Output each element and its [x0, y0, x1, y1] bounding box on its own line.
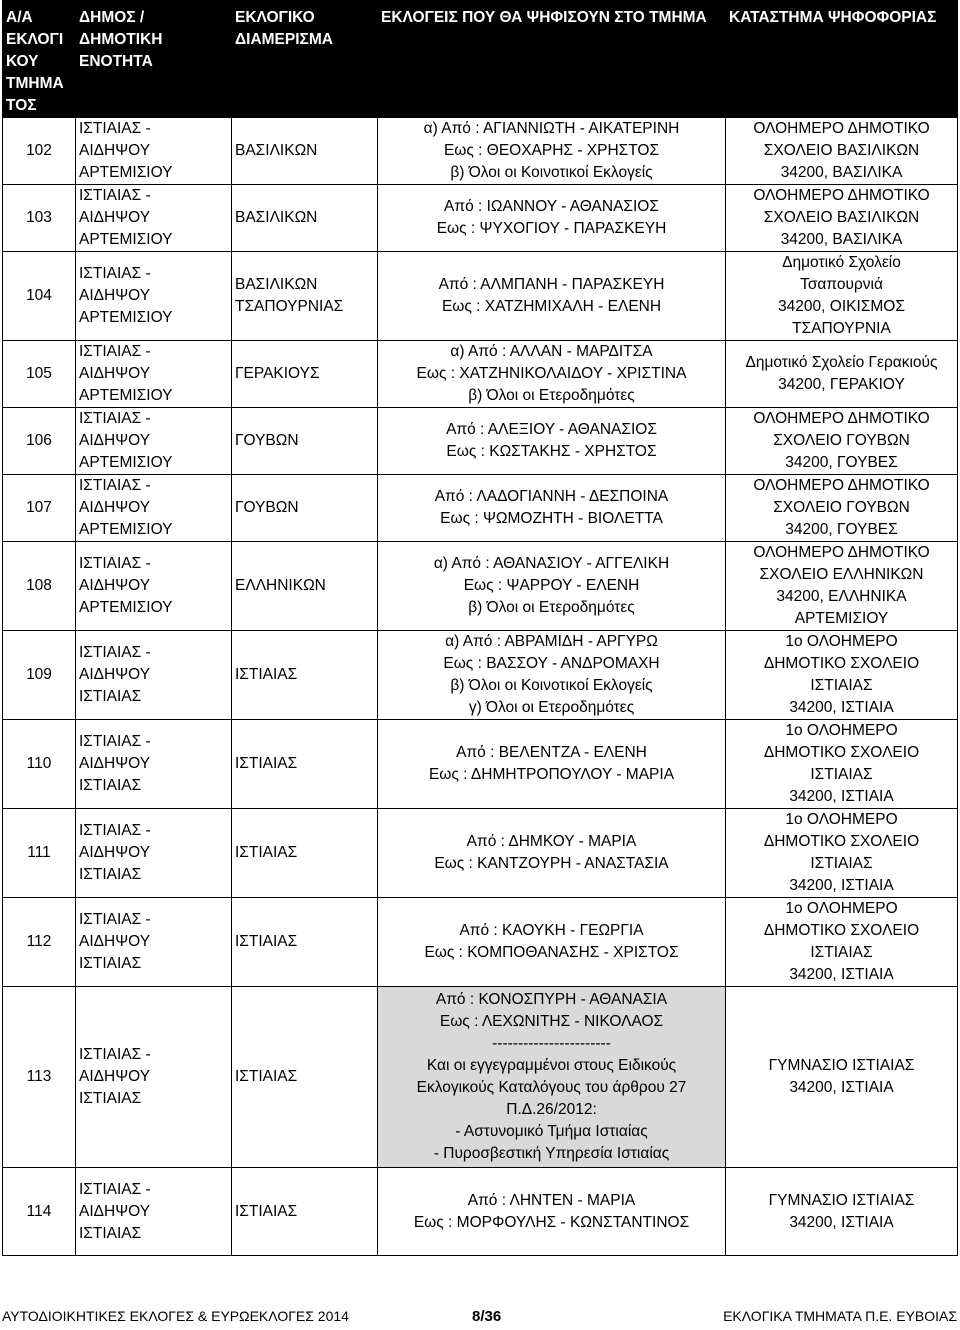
district-cell	[232, 1168, 378, 1256]
table-row	[3, 118, 958, 185]
district-cell-line: ΓΟΥΒΩΝ	[235, 432, 299, 449]
voters-cell-line: Εως : ΨΥΧΟΓΙΟΥ - ΠΑΡΑΣΚΕΥΗ	[436, 220, 667, 237]
polling-station-cell	[726, 720, 958, 809]
district-cell-line: ΙΣΤΙΑΙΑΣ	[235, 1202, 298, 1220]
voters-cell-line: Από : ΔΗΜΚΟΥ - ΜΑΡΙΑ	[466, 833, 637, 850]
voters-cell-line: α) Από : ΑΓΙΑΝΝΙΩΤΗ - ΑΙΚΑΤΕΡΙΝΗ	[423, 120, 680, 137]
voters-cell-line: Από : ΑΛΜΠΑΝΗ - ΠΑΡΑΣΚΕΥΗ	[438, 276, 665, 293]
voters-cell-line: Από : ΚΟΝΟΣΠΥΡΗ - ΑΘΑΝΑΣΙΑ	[435, 991, 668, 1008]
voters-cell	[378, 408, 726, 475]
polling-station-cell-line: Δημοτικό Σχολείο Γερακιούς	[745, 354, 938, 371]
footer-section-title: ΕΚΛΟΓΙΚΑ ΤΜΗΜΑΤΑ Π.Ε. ΕΥΒΟΙΑΣ	[723, 1308, 957, 1324]
table-row	[3, 898, 958, 987]
polling-sections-table	[2, 0, 958, 1256]
polling-station-cell-line: 34200, ΓΕΡΑΚΙΟΥ	[778, 376, 905, 393]
voters-cell-line: Από : ΚΑΟΥΚΗ - ΓΕΩΡΓΙΑ	[459, 922, 644, 939]
polling-station-cell-line: 34200, ΟΙΚΙΣΜΟΣ	[778, 298, 905, 315]
municipality-cell-line: ΙΣΤΙΑΙΑΣ -	[79, 343, 151, 360]
municipality-cell	[76, 1168, 232, 1256]
polling-station-cell-line: 34200, ΓΟΥΒΕΣ	[785, 454, 898, 471]
municipality-cell-line: ΑΙΔΗΨΟΥ	[79, 365, 151, 382]
municipality-cell-line: ΑΙΔΗΨΟΥ	[79, 499, 151, 516]
district-cell	[232, 987, 378, 1168]
municipality-cell-line: ΑΙΔΗΨΟΥ	[79, 844, 151, 861]
municipality-cell	[76, 475, 232, 542]
polling-station-cell	[726, 542, 958, 631]
district-cell-line: ΙΣΤΙΑΙΑΣ	[235, 1068, 298, 1085]
polling-station-cell	[726, 898, 958, 987]
voters-cell-line: Εως : ΨΩΜΟΖΗΤΗ - ΒΙΟΛΕΤΤΑ	[440, 510, 663, 527]
polling-station-cell	[726, 408, 958, 475]
table-row	[3, 408, 958, 475]
table-row	[3, 542, 958, 631]
municipality-cell	[76, 631, 232, 720]
district-cell-line: ΓΟΥΒΩΝ	[235, 499, 299, 516]
municipality-cell	[76, 987, 232, 1168]
district-cell	[232, 341, 378, 408]
polling-station-cell	[726, 252, 958, 341]
municipality-cell-line: ΙΣΤΙΑΙΑΣ	[79, 1090, 142, 1107]
voters-cell-line: β) Όλοι οι Κοινοτικοί Εκλογείς	[450, 677, 653, 694]
polling-station-cell	[726, 118, 958, 185]
municipality-cell-line: ΙΣΤΙΑΙΑΣ -	[79, 477, 151, 494]
polling-station-cell-line: 1ο ΟΛΟΗΜΕΡΟ	[785, 633, 898, 650]
polling-station-cell-line: 1ο ΟΛΟΗΜΕΡΟ	[785, 811, 898, 828]
municipality-cell-line: ΙΣΤΙΑΙΑΣ	[79, 777, 142, 794]
voters-cell-line: Εως : ΧΑΤΖΗΜΙΧΑΛΗ - ΕΛΕΝΗ	[441, 298, 662, 315]
municipality-cell-line: ΙΣΤΙΑΙΑΣ -	[79, 1046, 151, 1063]
section-number: 109	[3, 631, 76, 720]
district-cell	[232, 898, 378, 987]
section-number: 113	[3, 987, 76, 1168]
header-section-number: Α/Α ΕΚΛΟΓΙ ΚΟΥ ΤΜΗΜΑ ΤΟΣ	[3, 1, 76, 118]
polling-station-cell-line: ΔΗΜΟΤΙΚΟ ΣΧΟΛΕΙΟ	[763, 655, 920, 672]
municipality-cell-line: ΑΙΔΗΨΟΥ	[79, 209, 151, 226]
polling-station-cell-line: ΟΛΟΗΜΕΡΟ ΔΗΜΟΤΙΚΟ	[753, 410, 930, 427]
municipality-cell	[76, 408, 232, 475]
municipality-cell	[76, 118, 232, 185]
voters-cell	[378, 1168, 726, 1256]
municipality-cell	[76, 341, 232, 408]
voters-cell-line: Εως : ΒΑΣΣΟΥ - ΑΝΔΡΟΜΑΧΗ	[443, 655, 660, 672]
polling-station-cell-line: ΙΣΤΙΑΙΑΣ	[810, 766, 873, 783]
voters-cell-line: Από : ΑΛΕΞΙΟΥ - ΑΘΑΝΑΣΙΟΣ	[446, 421, 657, 438]
polling-station-cell-line: 34200, ΙΣΤΙΑΙΑ	[789, 877, 894, 894]
municipality-cell-line: ΑΡΤΕΜΙΣΙΟΥ	[79, 521, 173, 538]
polling-station-cell	[726, 809, 958, 898]
voters-cell	[378, 252, 726, 341]
voters-cell-line: Εως : ΔΗΜΗΤΡΟΠΟΥΛΟΥ - ΜΑΡΙΑ	[428, 766, 675, 783]
voters-cell	[378, 475, 726, 542]
polling-station-cell-line: ΣΧΟΛΕΙΟ ΓΟΥΒΩΝ	[773, 499, 910, 516]
municipality-cell-line: ΙΣΤΙΑΙΑΣ -	[79, 644, 151, 661]
header-polling-station: ΚΑΤΑΣΤΗΜΑ ΨΗΦΟΦΟΡΙΑΣ	[726, 1, 958, 118]
polling-station-cell-line: Δημοτικό Σχολείο	[782, 254, 901, 271]
polling-station-cell-line: ΟΛΟΗΜΕΡΟ ΔΗΜΟΤΙΚΟ	[753, 120, 930, 137]
polling-station-cell-line: 34200, ΙΣΤΙΑΙΑ	[789, 699, 894, 716]
polling-station-cell-line: ΓΥΜΝΑΣΙΟ ΙΣΤΙΑΙΑΣ	[768, 1057, 915, 1074]
municipality-cell-line: ΑΙΔΗΨΟΥ	[79, 666, 151, 683]
section-number: 111	[3, 809, 76, 898]
voters-cell	[378, 898, 726, 987]
municipality-cell-line: ΙΣΤΙΑΙΑΣ -	[79, 410, 151, 427]
voters-cell-line: β) Όλοι οι Κοινοτικοί Εκλογείς	[450, 164, 653, 181]
section-number: 108	[3, 542, 76, 631]
voters-cell-line: Εως : ΨΑΡΡΟΥ - ΕΛΕΝΗ	[463, 577, 640, 594]
district-cell-line: ΙΣΤΙΑΙΑΣ	[235, 755, 298, 772]
voters-cell-line: - Αστυνομικό Τμήμα Ιστιαίας	[455, 1123, 648, 1140]
table-row	[3, 475, 958, 542]
polling-station-cell-line: 1ο ΟΛΟΗΜΕΡΟ	[785, 900, 898, 917]
voters-cell	[378, 720, 726, 809]
voters-cell	[378, 809, 726, 898]
table-row	[3, 252, 958, 341]
table-row	[3, 185, 958, 252]
polling-station-cell-line: 1ο ΟΛΟΗΜΕΡΟ	[785, 722, 898, 739]
district-cell-line: ΒΑΣΙΛΙΚΩΝ	[235, 276, 318, 293]
voters-cell	[378, 118, 726, 185]
municipality-cell	[76, 720, 232, 809]
section-number: 104	[3, 252, 76, 341]
table-header-row	[3, 1, 958, 118]
voters-cell	[378, 542, 726, 631]
polling-station-cell-line: 34200, ΙΣΤΙΑΙΑ	[789, 1213, 894, 1231]
district-cell-line: ΕΛΛΗΝΙΚΩΝ	[235, 577, 326, 594]
table-row	[3, 631, 958, 720]
table-row	[3, 341, 958, 408]
voters-cell-line: Από : ΛΑΔΟΓΙΑΝΝΗ - ΔΕΣΠΟΙΝΑ	[434, 488, 669, 505]
municipality-cell-line: ΑΡΤΕΜΙΣΙΟΥ	[79, 454, 173, 471]
header-municipality: ΔΗΜΟΣ / ΔΗΜΟΤΙΚΗ ΕΝΟΤΗΤΑ	[76, 1, 232, 118]
voters-cell-line: Εως : ΛΕΧΩΝΙΤΗΣ - ΝΙΚΟΛΑΟΣ	[439, 1013, 664, 1030]
polling-station-cell	[726, 341, 958, 408]
section-number: 106	[3, 408, 76, 475]
municipality-cell-line: ΑΡΤΕΜΙΣΙΟΥ	[79, 387, 173, 404]
district-cell	[232, 809, 378, 898]
polling-station-cell-line: ΣΧΟΛΕΙΟ ΒΑΣΙΛΙΚΩΝ	[763, 209, 920, 226]
header-voters: ΕΚΛΟΓΕΙΣ ΠΟΥ ΘΑ ΨΗΦΙΣΟΥΝ ΣΤΟ ΤΜΗΜΑ	[378, 1, 726, 118]
polling-station-cell-line: 34200, ΙΣΤΙΑΙΑ	[789, 1079, 894, 1096]
polling-station-cell	[726, 475, 958, 542]
voters-cell-line: Εως : ΜΟΡΦΟΥΛΗΣ - ΚΩΝΣΤΑΝΤΙΝΟΣ	[413, 1213, 690, 1231]
voters-cell-line: β) Όλοι οι Ετεροδημότες	[468, 599, 635, 616]
district-cell-line: ΒΑΣΙΛΙΚΩΝ	[235, 209, 318, 226]
table-row	[3, 809, 958, 898]
polling-station-cell-line: ΟΛΟΗΜΕΡΟ ΔΗΜΟΤΙΚΟ	[753, 187, 930, 204]
polling-station-cell-line: ΔΗΜΟΤΙΚΟ ΣΧΟΛΕΙΟ	[763, 744, 920, 761]
voters-cell-line: Εως : ΚΩΣΤΑΚΗΣ - ΧΡΗΣΤΟΣ	[446, 443, 657, 460]
voters-cell-line: α) Από : ΑΛΛΑΝ - ΜΑΡΔΙΤΣΑ	[450, 343, 653, 360]
municipality-cell-line: ΙΣΤΙΑΙΑΣ -	[79, 187, 151, 204]
polling-station-cell-line: 34200, ΒΑΣΙΛΙΚΑ	[780, 231, 903, 248]
municipality-cell-line: ΑΙΔΗΨΟΥ	[79, 432, 151, 449]
voters-cell-line: β) Όλοι οι Ετεροδημότες	[468, 387, 635, 404]
voters-cell-line: Εως : ΚΑΝΤΖΟΥΡΗ - ΑΝΑΣΤΑΣΙΑ	[434, 855, 669, 872]
municipality-cell-line: ΙΣΤΙΑΙΑΣ	[79, 955, 142, 972]
municipality-cell-line: ΑΡΤΕΜΙΣΙΟΥ	[79, 309, 173, 326]
polling-station-cell	[726, 185, 958, 252]
municipality-cell-line: ΙΣΤΙΑΙΑΣ -	[79, 120, 151, 137]
municipality-cell-line: ΙΣΤΙΑΙΑΣ	[79, 866, 142, 883]
polling-station-cell-line: ΣΧΟΛΕΙΟ ΕΛΛΗΝΙΚΩΝ	[759, 566, 924, 583]
district-cell	[232, 475, 378, 542]
polling-station-cell-line: ΙΣΤΙΑΙΑΣ	[810, 944, 873, 961]
section-number: 110	[3, 720, 76, 809]
polling-station-cell-line: ΣΧΟΛΕΙΟ ΓΟΥΒΩΝ	[773, 432, 910, 449]
district-cell	[232, 542, 378, 631]
header-electoral-district: ΕΚΛΟΓΙΚΟ ΔΙΑΜΕΡΙΣΜΑ	[232, 1, 378, 118]
voters-cell-line: Από : ΙΩΑΝΝΟΥ - ΑΘΑΝΑΣΙΟΣ	[444, 198, 659, 215]
municipality-cell	[76, 185, 232, 252]
voters-cell-line: Εως : ΧΑΤΖΗΝΙΚΟΛΑΙΔΟΥ - ΧΡΙΣΤΙΝΑ	[416, 365, 687, 382]
polling-station-cell-line: ΓΥΜΝΑΣΙΟ ΙΣΤΙΑΙΑΣ	[768, 1191, 915, 1209]
municipality-cell-line: ΑΙΔΗΨΟΥ	[79, 755, 151, 772]
polling-station-cell	[726, 1168, 958, 1256]
polling-station-cell	[726, 631, 958, 720]
voters-cell-line: α) Από : ΑΒΡΑΜΙΔΗ - ΑΡΓΥΡΩ	[445, 633, 658, 650]
district-cell-line: ΓΕΡΑΚΙΟΥΣ	[235, 365, 320, 382]
polling-station-cell-line: ΟΛΟΗΜΕΡΟ ΔΗΜΟΤΙΚΟ	[753, 477, 930, 494]
municipality-cell-line: ΙΣΤΙΑΙΑΣ -	[79, 733, 151, 750]
municipality-cell-line: ΙΣΤΙΑΙΑΣ -	[79, 822, 151, 839]
municipality-cell-line: ΑΙΔΗΨΟΥ	[79, 1202, 151, 1220]
voters-cell-line: - Πυροσβεστική Υπηρεσία Ιστιαίας	[433, 1145, 670, 1162]
district-cell	[232, 720, 378, 809]
district-cell	[232, 185, 378, 252]
district-cell-line: ΙΣΤΙΑΙΑΣ	[235, 844, 298, 861]
section-number: 112	[3, 898, 76, 987]
polling-station-cell-line: ΣΧΟΛΕΙΟ ΒΑΣΙΛΙΚΩΝ	[763, 142, 920, 159]
municipality-cell-line: ΙΣΤΙΑΙΑΣ -	[79, 265, 151, 282]
voters-cell	[378, 987, 726, 1168]
municipality-cell-line: ΙΣΤΙΑΙΑΣ	[79, 688, 142, 705]
municipality-cell-line: ΑΙΔΗΨΟΥ	[79, 933, 151, 950]
district-cell	[232, 408, 378, 475]
municipality-cell	[76, 898, 232, 987]
polling-station-cell-line: ΔΗΜΟΤΙΚΟ ΣΧΟΛΕΙΟ	[763, 833, 920, 850]
footer-page-number: 8/36	[472, 1307, 502, 1325]
polling-station-cell-line: ΙΣΤΙΑΙΑΣ	[810, 677, 873, 694]
section-number: 114	[3, 1168, 76, 1256]
municipality-cell-line: ΙΣΤΙΑΙΑΣ -	[79, 555, 151, 572]
district-cell-line: ΒΑΣΙΛΙΚΩΝ	[235, 142, 318, 159]
municipality-cell-line: ΙΣΤΙΑΙΑΣ -	[79, 911, 151, 928]
highlighted-block	[378, 987, 725, 1167]
polling-station-cell-line: ΤΣΑΠΟΥΡΝΙΑ	[792, 320, 891, 337]
municipality-cell-line: ΙΣΤΙΑΙΑΣ -	[79, 1180, 151, 1198]
district-cell-line: ΤΣΑΠΟΥΡΝΙΑΣ	[235, 298, 344, 315]
section-number: 105	[3, 341, 76, 408]
polling-station-cell-line: ΑΡΤΕΜΙΣΙΟΥ	[794, 610, 889, 627]
municipality-cell-line: ΑΡΤΕΜΙΣΙΟΥ	[79, 231, 173, 248]
footer-election-title: ΑΥΤΟΔΙΟΙΚΗΤΙΚΕΣ ΕΚΛΟΓΕΣ & ΕΥΡΩΕΚΛΟΓΕΣ 2014	[2, 1308, 349, 1324]
voters-cell	[378, 631, 726, 720]
polling-station-cell-line: ΙΣΤΙΑΙΑΣ	[810, 855, 873, 872]
section-number: 107	[3, 475, 76, 542]
polling-station-cell-line: ΔΗΜΟΤΙΚΟ ΣΧΟΛΕΙΟ	[763, 922, 920, 939]
polling-station-cell-line: Τσαπουρνιά	[800, 276, 883, 293]
voters-cell-line: Εως : ΘΕΟΧΑΡΗΣ - ΧΡΗΣΤΟΣ	[443, 142, 660, 159]
voters-cell	[378, 185, 726, 252]
table-row	[3, 1168, 958, 1256]
voters-cell	[378, 341, 726, 408]
polling-station-cell-line: 34200, ΙΣΤΙΑΙΑ	[789, 788, 894, 805]
municipality-cell	[76, 809, 232, 898]
voters-cell-line: Εως : ΚΟΜΠΟΘΑΝΑΣΗΣ - ΧΡΙΣΤΟΣ	[424, 944, 679, 961]
municipality-cell-line: ΙΣΤΙΑΙΑΣ	[79, 1224, 142, 1242]
polling-station-cell-line: 34200, ΙΣΤΙΑΙΑ	[789, 966, 894, 983]
page-footer	[2, 1308, 957, 1324]
district-cell	[232, 252, 378, 341]
voters-cell-line: α) Από : ΑΘΑΝΑΣΙΟΥ - ΑΓΓΕΛΙΚΗ	[433, 555, 670, 572]
polling-station-cell	[726, 987, 958, 1168]
polling-station-cell-line: 34200, ΓΟΥΒΕΣ	[785, 521, 898, 538]
voters-cell-line: γ) Όλοι οι Ετεροδημότες	[468, 699, 635, 716]
polling-station-cell-line: ΟΛΟΗΜΕΡΟ ΔΗΜΟΤΙΚΟ	[753, 544, 930, 561]
voters-cell-line: Εκλογικούς Καταλόγους του άρθρου 27	[416, 1079, 687, 1096]
polling-station-cell-line: 34200, ΕΛΛΗΝΙΚΑ	[776, 588, 907, 605]
section-number: 102	[3, 118, 76, 185]
section-number: 103	[3, 185, 76, 252]
district-cell-line: ΙΣΤΙΑΙΑΣ	[235, 666, 298, 683]
municipality-cell-line: ΑΡΤΕΜΙΣΙΟΥ	[79, 599, 173, 616]
municipality-cell	[76, 252, 232, 341]
voters-cell-line: Π.Δ.26/2012:	[506, 1101, 597, 1118]
voters-cell-line: Από : ΛΗΝΤΕΝ - ΜΑΡΙΑ	[467, 1191, 636, 1209]
district-cell	[232, 631, 378, 720]
table-row	[3, 987, 958, 1168]
municipality-cell-line: ΑΙΔΗΨΟΥ	[79, 287, 151, 304]
voters-cell-line: Από : ΒΕΛΕΝΤΖΑ - ΕΛΕΝΗ	[456, 744, 647, 761]
municipality-cell-line: ΑΙΔΗΨΟΥ	[79, 1068, 151, 1085]
district-cell-line: ΙΣΤΙΑΙΑΣ	[235, 933, 298, 950]
voters-cell-line: Και οι εγγεγραμμένοι στους Ειδικούς	[426, 1057, 677, 1074]
municipality-cell-line: ΑΙΔΗΨΟΥ	[79, 142, 151, 159]
district-cell	[232, 118, 378, 185]
voters-cell-line: -----------------------	[492, 1035, 611, 1052]
table-row	[3, 720, 958, 809]
municipality-cell-line: ΑΡΤΕΜΙΣΙΟΥ	[79, 164, 173, 181]
polling-station-cell-line: 34200, ΒΑΣΙΛΙΚΑ	[780, 164, 903, 181]
municipality-cell-line: ΑΙΔΗΨΟΥ	[79, 577, 151, 594]
municipality-cell	[76, 542, 232, 631]
